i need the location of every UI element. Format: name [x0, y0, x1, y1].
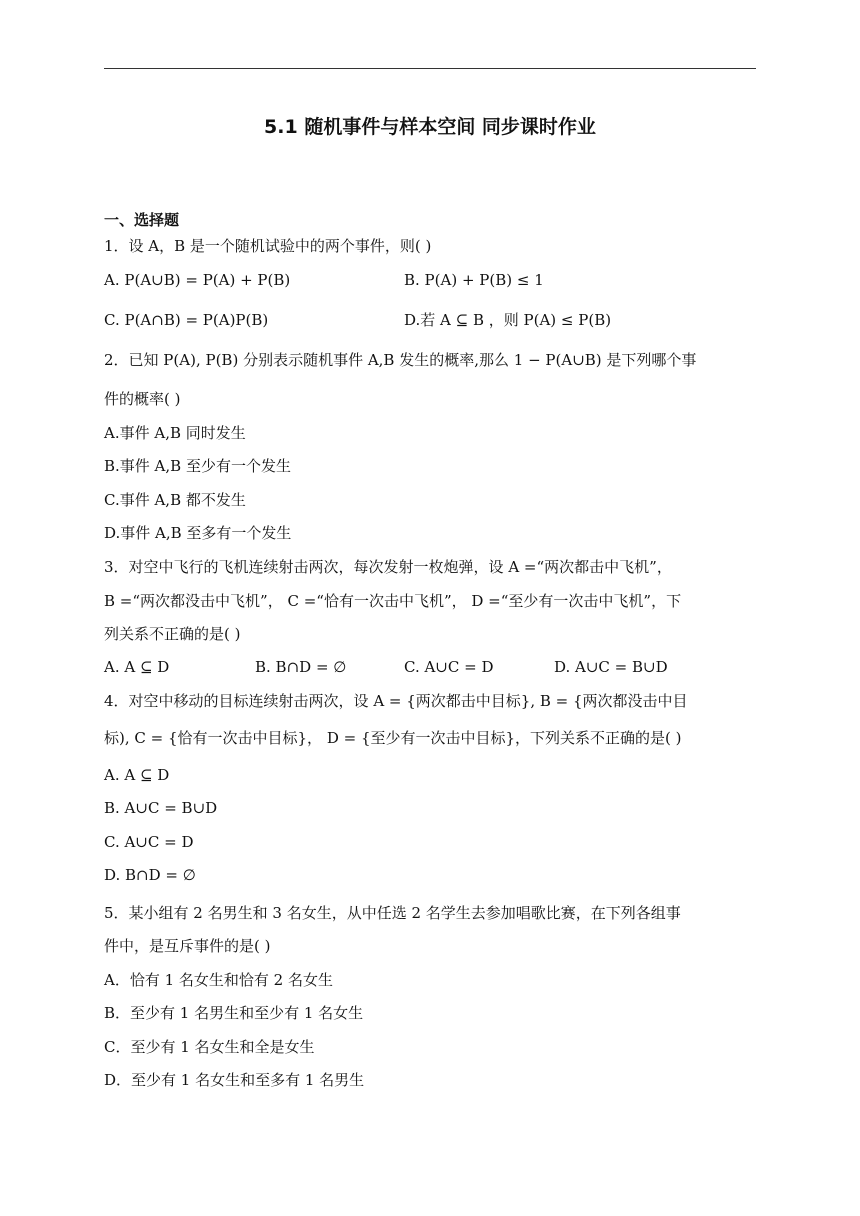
q1-option-d: D.若 A ⊆ B ，则 P(A) ≤ P(B) — [404, 311, 612, 329]
q2-option-a: A.事件 A,B 同时发生 — [104, 424, 246, 442]
q4-option-b: B. A∪C = B∪D — [104, 799, 218, 817]
page-title: 5.1 随机事件与样本空间 同步课时作业 — [264, 116, 596, 138]
q5-option-c: C．至少有 1 名女生和全是女生 — [104, 1038, 315, 1056]
q2-option-b: B.事件 A,B 至少有一个发生 — [104, 457, 291, 475]
q5-option-d: D．至少有 1 名女生和至多有 1 名男生 — [104, 1071, 365, 1089]
q2-stem-line2: 件的概率( ) — [104, 390, 181, 408]
q4-stem-line1: 4．对空中移动的目标连续射击两次，设 A = {两次都击中目标}, B = {两次都没击中目 — [104, 692, 688, 710]
q3-stem-line2: B =“两次都没击中飞机”， C =“恰有一次击中飞机”， D =“至少有一次击中飞机”，下 — [104, 592, 682, 610]
q4-option-d: D. B∩D = ∅ — [104, 866, 196, 884]
q1-stem: 1．设 A，B 是一个随机试验中的两个事件，则( ) — [104, 237, 432, 255]
q3-option-a: A. A ⊆ D — [104, 658, 170, 676]
q1-option-c: C. P(A∩B) = P(A)P(B) — [104, 311, 269, 329]
q2-option-d: D.事件 A,B 至多有一个发生 — [104, 524, 292, 542]
q3-option-b: B. B∩D = ∅ — [255, 658, 347, 676]
q1-option-b: B. P(A) + P(B) ≤ 1 — [404, 271, 544, 289]
q3-option-d: D. A∪C = B∪D — [554, 658, 668, 676]
q4-stem-line2: 标), C = {恰有一次击中目标}， D = {至少有一次击中目标}，下列关系不正确的是( ) — [104, 729, 682, 747]
q3-option-c: C. A∪C = D — [404, 658, 494, 676]
q5-stem-line1: 5．某小组有 2 名男生和 3 名女生，从中任选 2 名学生去参加唱歌比赛，在下列各组事 — [104, 904, 681, 922]
q1-option-a: A. P(A∪B) = P(A) + P(B) — [104, 271, 291, 289]
q5-option-a: A．恰有 1 名女生和恰有 2 名女生 — [104, 971, 333, 989]
q5-option-b: B．至少有 1 名男生和至少有 1 名女生 — [104, 1004, 364, 1022]
q4-option-a: A. A ⊆ D — [104, 766, 170, 784]
q5-stem-line2: 件中，是互斥事件的是( ) — [104, 937, 271, 955]
q4-option-c: C. A∪C = D — [104, 833, 194, 851]
section-heading: 一、选择题 — [104, 211, 180, 229]
q2-option-c: C.事件 A,B 都不发生 — [104, 491, 246, 509]
q2-stem-line1: 2．已知 P(A), P(B) 分别表示随机事件 A,B 发生的概率,那么 1 − P(A∪B) 是下列哪个事 — [104, 351, 697, 369]
q3-stem-line3: 列关系不正确的是( ) — [104, 625, 241, 643]
q3-stem-line1: 3．对空中飞行的飞机连续射击两次，每次发射一枚炮弹，设 A =“两次都击中飞机”， — [104, 558, 672, 576]
header-rule — [104, 68, 756, 69]
